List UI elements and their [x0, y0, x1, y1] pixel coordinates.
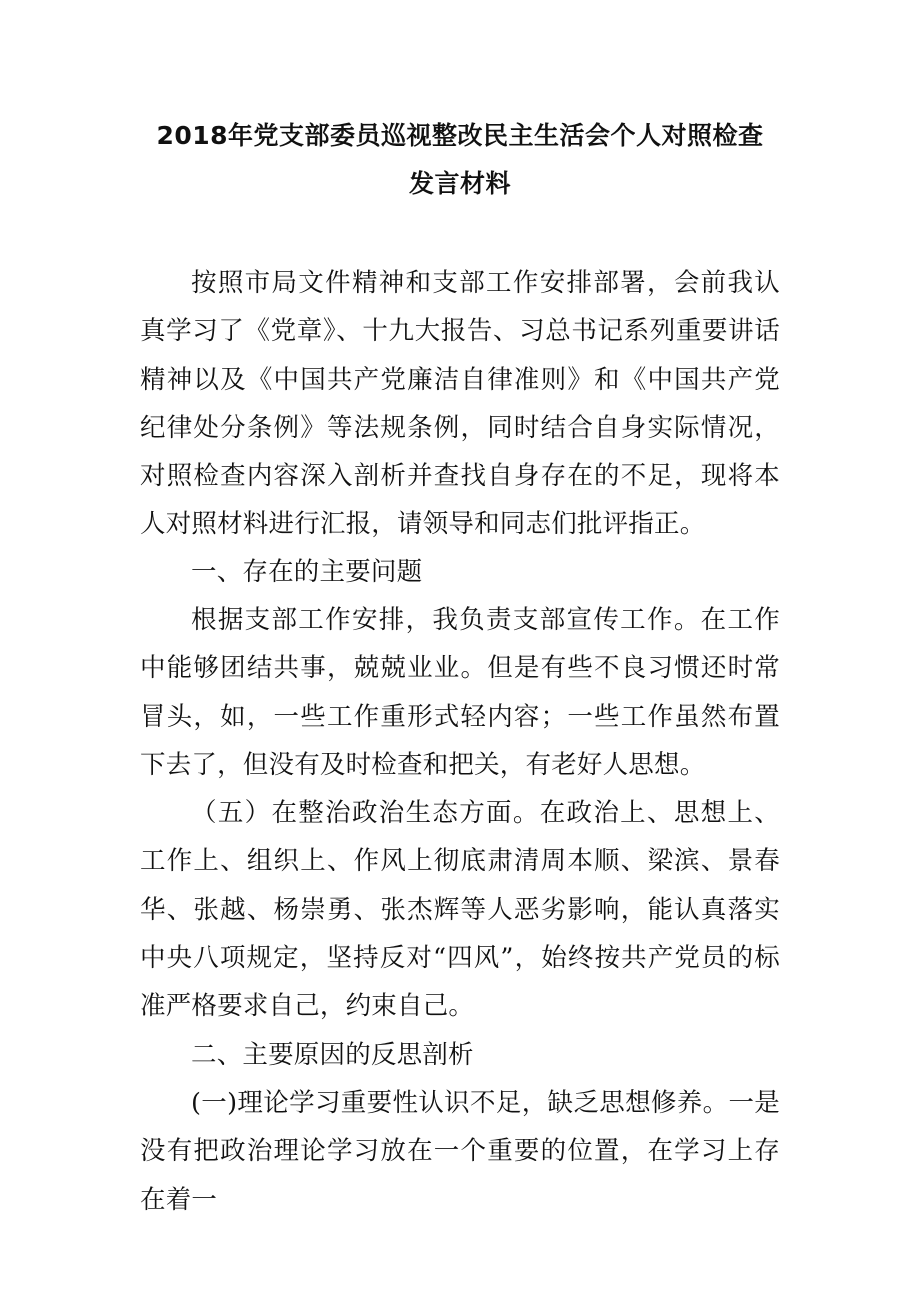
- section-heading-main-problems: 一、存在的主要问题: [191, 557, 423, 587]
- document-title-line-2: 发言材料: [408, 169, 511, 198]
- political-ecology-paragraph: （五）在整治政治生态方面。在政治上、思想上、工作上、组织上、作风上彻底肃清周本顺、梁滨、景春华、张越、杨崇勇、张杰辉等人恶劣影响，能认真落实中央八项规定，坚持反对“四风”，始终按共产党员的标准严格要求自己，约束自己。: [140, 798, 780, 1022]
- intro-paragraph: 按照市局文件精神和支部工作安排部署，会前我认真学习了《党章》、十九大报告、习总书记系列重要讲话精神以及《中国共产党廉洁自律准则》和《中国共产党纪律处分条例》等法规条例，同时结合自身实际情况，对照检查内容深入剖析并查找自身存在的不足，现将本人对照材料进行汇报，请领导和同志们批评指正。: [140, 268, 780, 540]
- section-heading-cause-analysis: 二、主要原因的反思剖析: [191, 1040, 474, 1070]
- main-problems-paragraph: 根据支部工作安排，我负责支部宣传工作。在工作中能够团结共事，兢兢业业。但是有些不良习惯还时常冒头，如，一些工作重形式轻内容；一些工作虽然布置下去了，但没有及时检查和把关，有老好人思想。: [140, 605, 780, 780]
- document-title-line-1: 2018年党支部委员巡视整改民主生活会个人对照检查: [156, 121, 764, 150]
- cause-analysis-paragraph: (一)理论学习重要性认识不足，缺乏思想修养。一是没有把政治理论学习放在一个重要的位置，在学习上存在着一: [140, 1088, 780, 1215]
